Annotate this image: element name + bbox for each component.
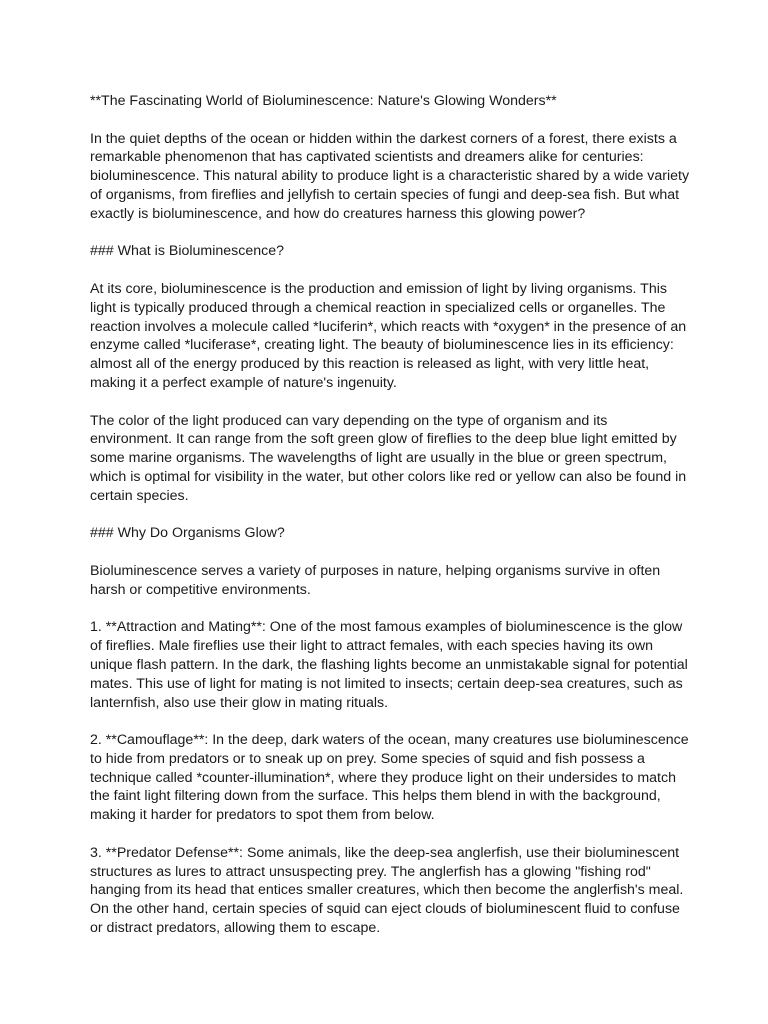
intro-paragraph: In the quiet depths of the ocean or hidden within the darkest corners of a forest, there exists a remarkable phenomenon that has captivated scientists and dreamers alike for centuries: bioluminescence. This natural ability to produce light is a characteristic shared by a wide variety of organisms, from fireflies and jellyfish to certain species of fungi and deep-sea fish. But what exactly is bioluminescence, and how do creatures harness this glowing power? — [90, 130, 690, 222]
paragraph-light-color: The color of the light produced can vary depending on the type of organism and its environment. It can range from the soft green glow of fireflies to the deep blue light emitted by some marine organisms. The wavelengths of light are usually in the blue or green spectrum, which is optimal for visibility in the water, but other colors like red or yellow can also be found in certain species. — [90, 412, 687, 504]
paragraph-why-intro: Bioluminescence serves a variety of purposes in nature, helping organisms survive in often harsh or competitive environments. — [90, 562, 661, 598]
heading-why-organisms-glow: ### Why Do Organisms Glow? — [90, 525, 285, 542]
document-page — [90, 92, 690, 957]
list-item-attraction-mating: 1. **Attraction and Mating**: One of the most famous examples of bioluminescence is the glow of fireflies. Male fireflies use their light to attract females, with each species having its own unique flash pattern. In the dark, the flashing lights become an unmistakable signal for potential mates. This use of light for mating is not limited to insects; certain deep-sea creatures, such as lanternfish, also use their glow in mating rituals. — [90, 619, 688, 711]
list-item-camouflage: 2. **Camouflage**: In the deep, dark waters of the ocean, many creatures use bioluminescence to hide from predators or to sneak up on prey. Some species of squid and fish possess a technique called *counter-illumination*, where they produce light on their undersides to match the faint light filtering down from the surface. This helps them blend in with the background, making it harder for predators to spot them from below. — [90, 732, 689, 824]
list-item-predator-defense: 3. **Predator Defense**: Some animals, like the deep-sea anglerfish, use their bioluminescent structures as lures to attract unsuspecting prey. The anglerfish has a glowing "fishing rod" hanging from its head that entices smaller creatures, which then become the anglerfish's meal. On the other hand, certain species of squid can eject clouds of bioluminescent fluid to confuse or distract predators, allowing them to escape. — [90, 844, 684, 937]
document-title: **The Fascinating World of Bioluminescence: Nature's Glowing Wonders** — [90, 93, 557, 109]
paragraph-core-definition: At its core, bioluminescence is the production and emission of light by living organisms. This light is typically produced through a chemical reaction in specialized cells or organelles. The reaction involves a molecule called *luciferin*, which reacts with *oxygen* in the presence of an enzyme called *luciferase*, creating light. The beauty of bioluminescence lies in its efficiency: almost all of the energy produced by this reaction is released as light, with very little heat, making it a perfect example of nature's ingenuity. — [90, 280, 687, 391]
heading-what-is-bioluminescence: ### What is Bioluminescence? — [90, 243, 284, 260]
